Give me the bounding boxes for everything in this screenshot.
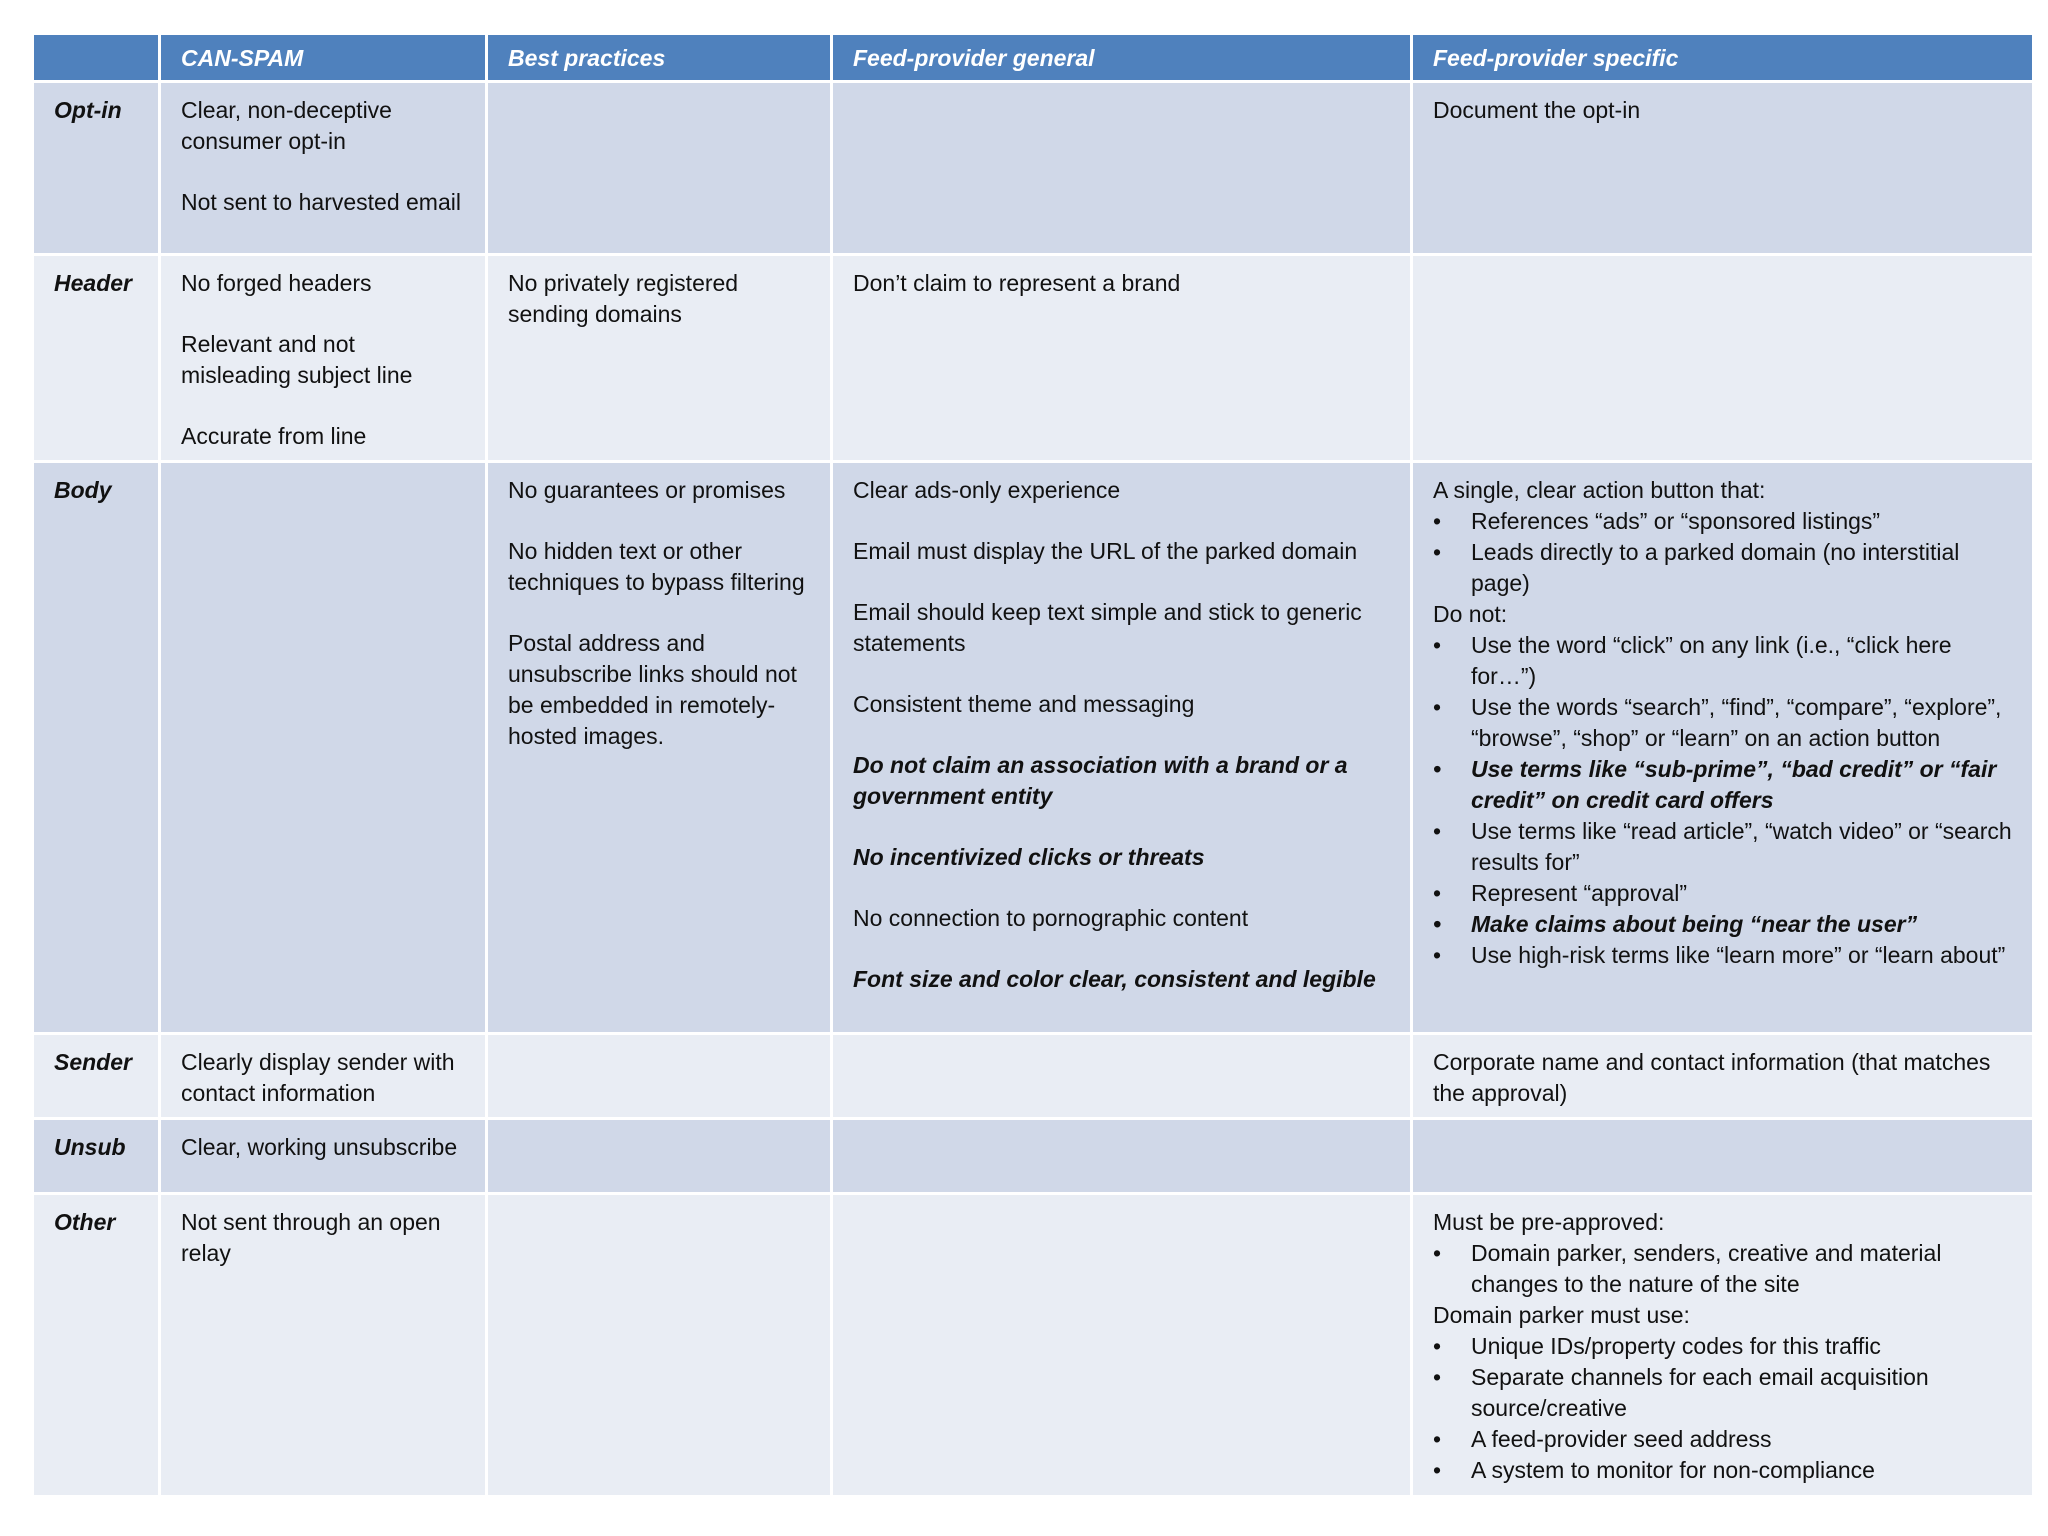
cell-unsub-canspam: Clear, working unsubscribe xyxy=(161,1120,488,1195)
column-header-feed-specific: Feed-provider specific xyxy=(1413,35,2032,83)
cell-sender-canspam: Clearly display sender with contact information xyxy=(161,1035,488,1120)
column-header-corner xyxy=(34,35,161,83)
column-header-feed-general: Feed-provider general xyxy=(833,35,1413,83)
list-item: • Use the word “click” on any link (i.e., “click here for…”) xyxy=(1433,630,2012,692)
row-label-body: Body xyxy=(34,463,161,1035)
cell-text: Clear, non-deceptive consumer opt-in xyxy=(181,97,392,154)
cell-text: Email should keep text simple and stick to generic statements xyxy=(853,599,1362,656)
list-item: • A feed-provider seed address xyxy=(1433,1424,2012,1455)
column-header-best-practices: Best practices xyxy=(488,35,833,83)
list-lead: A single, clear action button that: xyxy=(1433,477,1766,503)
cell-other-best xyxy=(488,1195,833,1498)
cell-header-specific xyxy=(1413,256,2032,463)
cell-body-best xyxy=(488,463,833,1035)
list-item: • A system to monitor for non-compliance xyxy=(1433,1455,2012,1486)
cell-sender-general xyxy=(833,1035,1413,1120)
cell-unsub-specific xyxy=(1413,1120,2032,1195)
compliance-table xyxy=(34,35,2032,1498)
header-row xyxy=(34,35,2032,83)
cell-header-canspam xyxy=(161,256,488,463)
cell-optin-specific: Document the opt-in xyxy=(1413,83,2032,256)
cell-text-emphasis: Font size and color clear, consistent and legible xyxy=(853,966,1376,992)
cell-text: Don’t claim to represent a brand xyxy=(853,270,1181,296)
list-item: • Leads directly to a parked domain (no interstitial page) xyxy=(1433,537,2012,599)
cell-text: No privately registered sending domains xyxy=(508,270,739,327)
cell-optin-general xyxy=(833,83,1413,256)
compliance-matrix xyxy=(34,35,2032,1498)
list-lead: Do not: xyxy=(1433,601,1508,627)
table-row-body xyxy=(34,463,2032,1035)
list-item: • References “ads” or “sponsored listings” xyxy=(1433,506,2012,537)
row-label-header: Header xyxy=(34,256,161,463)
cell-text-emphasis: No incentivized clicks or threats xyxy=(853,844,1205,870)
cell-optin-canspam xyxy=(161,83,488,256)
bullet-list xyxy=(1433,1238,2012,1300)
list-lead: Must be pre-approved: xyxy=(1433,1209,1665,1235)
list-item: • Unique IDs/property codes for this traffic xyxy=(1433,1331,2012,1362)
cell-text-emphasis: Do not claim an association with a brand or a government entity xyxy=(853,752,1348,809)
cell-text: No hidden text or other techniques to bypass filtering xyxy=(508,538,805,595)
table-row-sender xyxy=(34,1035,2032,1120)
row-label-sender: Sender xyxy=(34,1035,161,1120)
table-row-other xyxy=(34,1195,2032,1498)
list-item-emphasis: • Make claims about being “near the user” xyxy=(1433,909,2012,940)
cell-body-general xyxy=(833,463,1413,1035)
cell-text: Postal address and unsubscribe links should not be embedded in remotely-hosted images. xyxy=(508,630,797,749)
cell-body-specific xyxy=(1413,463,2032,1035)
list-item: • Represent “approval” xyxy=(1433,878,2012,909)
cell-sender-best xyxy=(488,1035,833,1120)
list-item-emphasis: • Use terms like “sub-prime”, “bad credit” or “fair credit” on credit card offers xyxy=(1433,754,2012,816)
cell-text: Email must display the URL of the parked domain xyxy=(853,538,1358,564)
cell-optin-best xyxy=(488,83,833,256)
cell-text: No guarantees or promises xyxy=(508,477,786,503)
column-header-canspam: CAN-SPAM xyxy=(161,35,488,83)
cell-header-general xyxy=(833,256,1413,463)
table-row-header xyxy=(34,256,2032,463)
cell-text: Consistent theme and messaging xyxy=(853,691,1195,717)
cell-header-best xyxy=(488,256,833,463)
cell-text: Clear ads-only experience xyxy=(853,477,1121,503)
cell-other-specific xyxy=(1413,1195,2032,1498)
cell-text: Not sent to harvested email xyxy=(181,189,461,215)
bullet-list xyxy=(1433,1331,2012,1486)
list-item: • Use high-risk terms like “learn more” or “learn about” xyxy=(1433,940,2012,971)
list-item: • Use the words “search”, “find”, “compare”, “explore”, “browse”, “shop” or “learn” on an action button xyxy=(1433,692,2012,754)
bullet-list xyxy=(1433,506,2012,599)
bullet-list xyxy=(1433,630,2012,971)
list-lead: Domain parker must use: xyxy=(1433,1302,1690,1328)
cell-text: Relevant and not misleading subject line xyxy=(181,331,413,388)
list-item: • Domain parker, senders, creative and material changes to the nature of the site xyxy=(1433,1238,2012,1300)
cell-body-canspam xyxy=(161,463,488,1035)
cell-other-canspam: Not sent through an open relay xyxy=(161,1195,488,1498)
list-item: • Use terms like “read article”, “watch video” or “search results for” xyxy=(1433,816,2012,878)
cell-sender-specific: Corporate name and contact information (that matches the approval) xyxy=(1413,1035,2032,1120)
cell-other-general xyxy=(833,1195,1413,1498)
cell-unsub-best xyxy=(488,1120,833,1195)
cell-text: No forged headers xyxy=(181,270,372,296)
table-row-optin xyxy=(34,83,2032,256)
cell-unsub-general xyxy=(833,1120,1413,1195)
row-label-optin: Opt-in xyxy=(34,83,161,256)
cell-text: No connection to pornographic content xyxy=(853,905,1249,931)
row-label-other: Other xyxy=(34,1195,161,1498)
cell-text: Accurate from line xyxy=(181,423,367,449)
table-row-unsub xyxy=(34,1120,2032,1195)
list-item: • Separate channels for each email acquisition source/creative xyxy=(1433,1362,2012,1424)
row-label-unsub: Unsub xyxy=(34,1120,161,1195)
